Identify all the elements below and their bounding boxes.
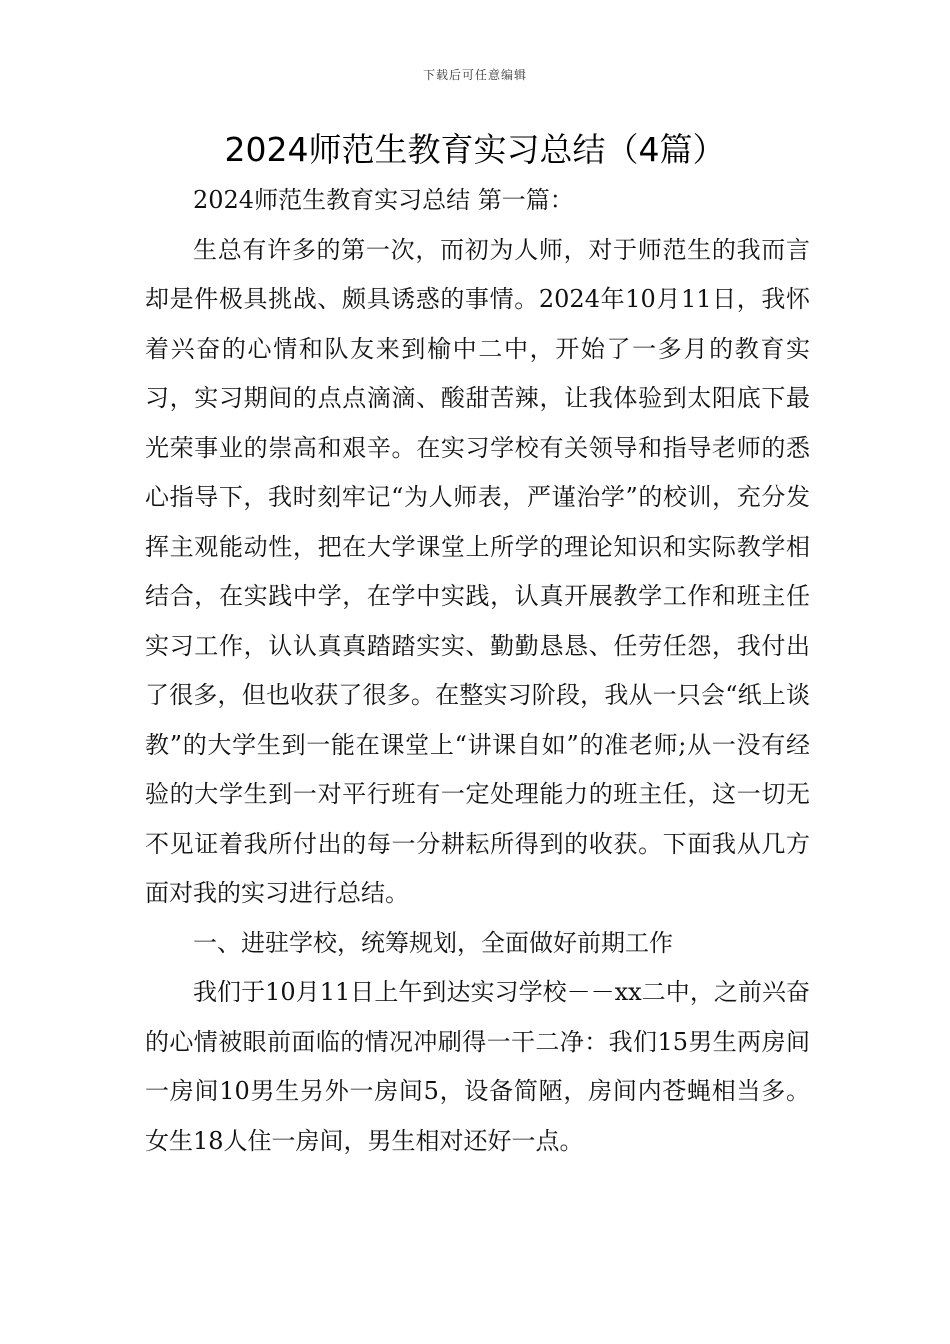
page-header-note: 下载后可任意编辑: [422, 68, 527, 82]
section-subtitle: 2024师范生教育实习总结 第一篇：: [193, 186, 574, 214]
body-paragraph: 我们于10月11日上午到达实习学校－－xx二中，之前兴奋的心情被眼前面临的情况冲刷得一干二净：我们15男生两房间一房间10男生另外一房间5，设备简陋，房间内苍蝇相当多。女生18人住一房间，男生相对还好一点。: [145, 978, 810, 1155]
document-title: 2024师范生教育实习总结（4篇）: [224, 130, 726, 169]
section-heading: 一、进驻学校，统筹规划，全面做好前期工作: [193, 928, 673, 957]
body-paragraph: 生总有许多的第一次，而初为人师，对于师范生的我而言却是件极具挑战、颇具诱惑的事情。2024年10月11日，我怀着兴奋的心情和队友来到榆中二中，开始了一多月的教育实习，实习期间的点点滴滴、酸甜苦辣，让我体验到太阳底下最光荣事业的崇高和艰辛。在实习学校有关领导和指导老师的悉心指导下，我时刻牢记“为人师表，严谨治学”的校训，充分发挥主观能动性，把在大学课堂上所学的理论知识和实际教学相结合，在实践中学，在学中实践，认真开展教学工作和班主任实习工作，认认真真踏踏实实、勤勤恳恳、任劳任怨，我付出了很多，但也收获了很多。在整实习阶段，我从一只会“纸上谈教”的大学生到一能在课堂上“讲课自如”的准老师;从一没有经验的大学生到一对平行班有一定处理能力的班主任，这一切无不见证着我所付出的每一分耕耘所得到的收获。下面我从几方面对我的实习进行总结。: [145, 235, 810, 907]
document-body: [145, 176, 810, 1166]
